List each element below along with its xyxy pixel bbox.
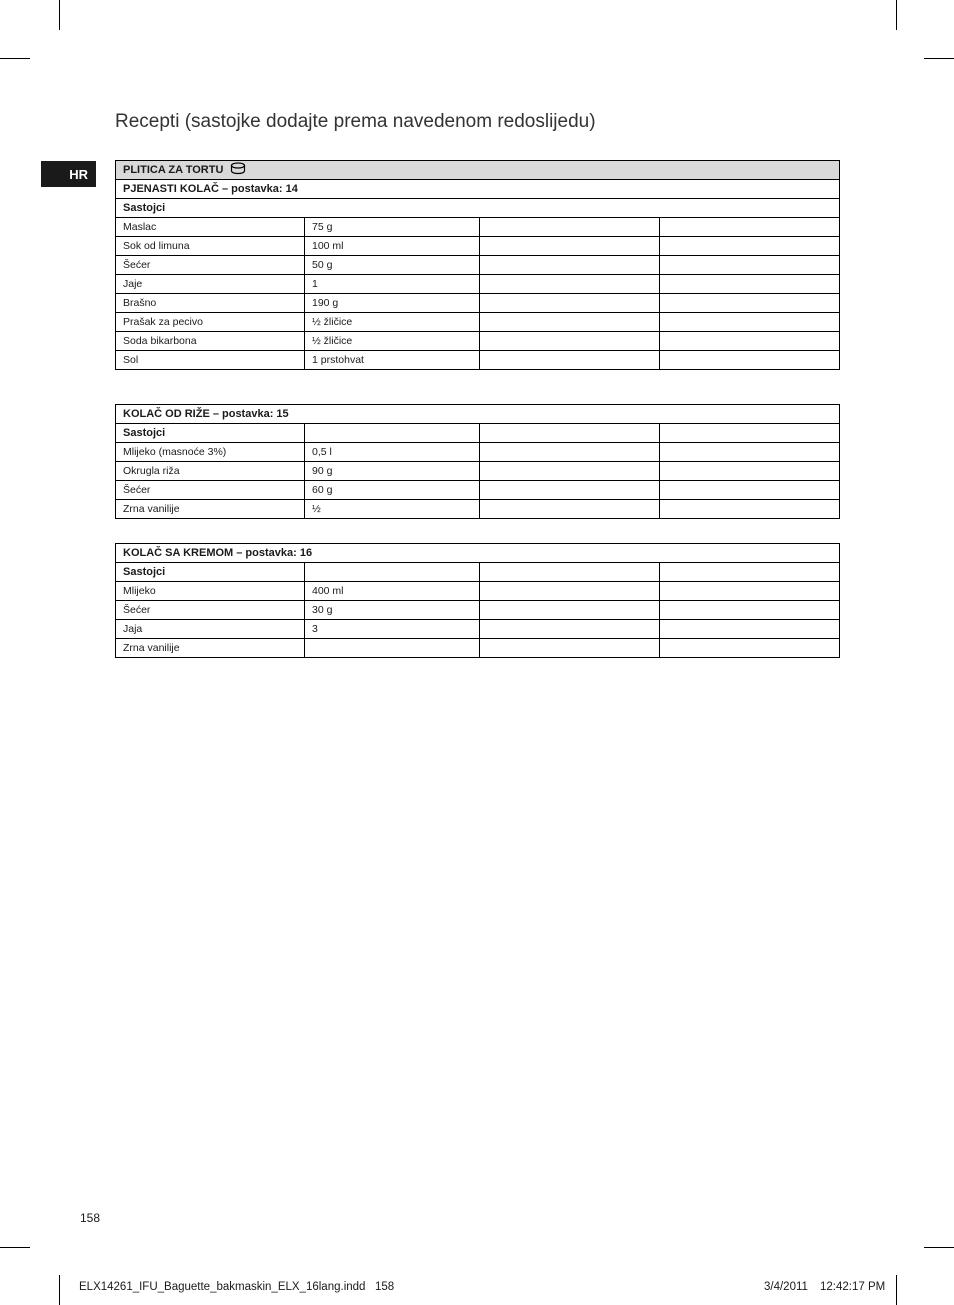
ingredient-name: Mlijeko (masnoće 3%) [116,443,305,462]
ingredients-label: Sastojci [116,199,840,218]
footer-time: 12:42:17 PM [820,1281,886,1293]
table-row [116,218,840,237]
ingredient-name: Sol [116,351,305,370]
empty-cell [660,481,840,500]
ingredient-name: Zrna vanilije [116,500,305,519]
table-row [116,462,840,481]
empty-cell [660,275,840,294]
empty-cell [480,294,660,313]
table-row [116,601,840,620]
empty-cell [660,237,840,256]
empty-cell [480,218,660,237]
recipe-heading: KOLAČ OD RIŽE – postavka: 15 [116,405,840,424]
table-row [116,620,840,639]
empty-cell [480,275,660,294]
table-row [116,481,840,500]
empty-cell [480,620,660,639]
ingredient-amount: 400 ml [305,582,480,601]
empty-cell [660,601,840,620]
table-row [116,256,840,275]
empty-cell [660,256,840,275]
ingredient-name: Jaje [116,275,305,294]
ingredient-amount: 100 ml [305,237,480,256]
table-row [116,237,840,256]
footer-filename: ELX14261_IFU_Baguette_bakmaskin_ELX_16lang.indd 158 [79,1281,395,1293]
empty-cell [480,237,660,256]
table-row [116,332,840,351]
table-row [116,275,840,294]
ingredient-name: Maslac [116,218,305,237]
empty-cell [660,351,840,370]
ingredient-amount: ½ žličice [305,313,480,332]
empty-cell [660,443,840,462]
page-number: 158 [80,1211,101,1225]
ingredient-amount: 0,5 l [305,443,480,462]
crop-mark [896,1275,897,1305]
ingredient-name: Prašak za pecivo [116,313,305,332]
ingredient-amount: 50 g [305,256,480,275]
ingredients-label: Sastojci [116,424,305,443]
empty-cell [660,424,840,443]
ingredient-amount [305,639,480,658]
ingredients-label-row [116,563,840,582]
table-row [116,313,840,332]
cake-pan-icon [230,162,246,178]
recipe-table-sponge-cake [115,160,840,370]
ingredient-name: Brašno [116,294,305,313]
table-row [116,351,840,370]
empty-cell [660,500,840,519]
ingredient-amount: 75 g [305,218,480,237]
empty-cell [660,294,840,313]
empty-cell [480,332,660,351]
table-row [116,639,840,658]
empty-cell [660,639,840,658]
table-row [116,443,840,462]
empty-cell [305,563,480,582]
crop-mark [59,1275,60,1305]
ingredient-amount: ½ [305,500,480,519]
page-title: Recepti (sastojke dodajte prema navedenom redoslijedu) [115,111,596,132]
empty-cell [480,601,660,620]
empty-cell [480,582,660,601]
ingredient-amount: ½ žličice [305,332,480,351]
ingredients-label-row [116,199,840,218]
crop-mark [59,0,60,30]
ingredients-label: Sastojci [116,563,305,582]
crop-mark [896,0,897,30]
recipe-heading-row [116,405,840,424]
empty-cell [660,313,840,332]
pan-header-row [116,161,840,180]
recipe-heading: PJENASTI KOLAČ – postavka: 14 [116,180,840,199]
empty-cell [660,563,840,582]
empty-cell [480,500,660,519]
table-row [116,582,840,601]
empty-cell [480,256,660,275]
empty-cell [480,462,660,481]
ingredient-name: Sok od limuna [116,237,305,256]
empty-cell [480,443,660,462]
empty-cell [305,424,480,443]
ingredient-name: Zrna vanilije [116,639,305,658]
ingredient-name: Šećer [116,601,305,620]
pan-header-cell [116,161,840,180]
crop-mark [924,58,954,59]
crop-mark [924,1247,954,1248]
empty-cell [480,313,660,332]
ingredient-amount: 3 [305,620,480,639]
empty-cell [660,332,840,351]
table-row [116,500,840,519]
recipe-table-rice-cake [115,404,840,519]
table-row [116,294,840,313]
empty-cell [480,639,660,658]
ingredient-amount: 190 g [305,294,480,313]
ingredient-amount: 60 g [305,481,480,500]
ingredient-amount: 30 g [305,601,480,620]
recipe-heading-row [116,544,840,563]
ingredient-amount: 1 [305,275,480,294]
ingredient-name: Šećer [116,256,305,275]
ingredient-amount: 1 prstohvat [305,351,480,370]
empty-cell [480,563,660,582]
empty-cell [480,351,660,370]
empty-cell [660,582,840,601]
crop-mark [0,1247,30,1248]
ingredient-name: Šećer [116,481,305,500]
language-tab: HR [41,161,96,187]
recipe-heading-row [116,180,840,199]
pan-label: PLITICA ZA TORTU [123,164,224,176]
empty-cell [660,620,840,639]
empty-cell [660,218,840,237]
ingredient-amount: 90 g [305,462,480,481]
ingredient-name: Mlijeko [116,582,305,601]
empty-cell [480,481,660,500]
ingredient-name: Jaja [116,620,305,639]
ingredients-label-row [116,424,840,443]
crop-mark [0,58,30,59]
recipe-heading: KOLAČ SA KREMOM – postavka: 16 [116,544,840,563]
recipe-table-cream-cake [115,543,840,658]
footer-date: 3/4/2011 [764,1281,808,1293]
empty-cell [480,424,660,443]
empty-cell [660,462,840,481]
ingredient-name: Soda bikarbona [116,332,305,351]
ingredient-name: Okrugla riža [116,462,305,481]
